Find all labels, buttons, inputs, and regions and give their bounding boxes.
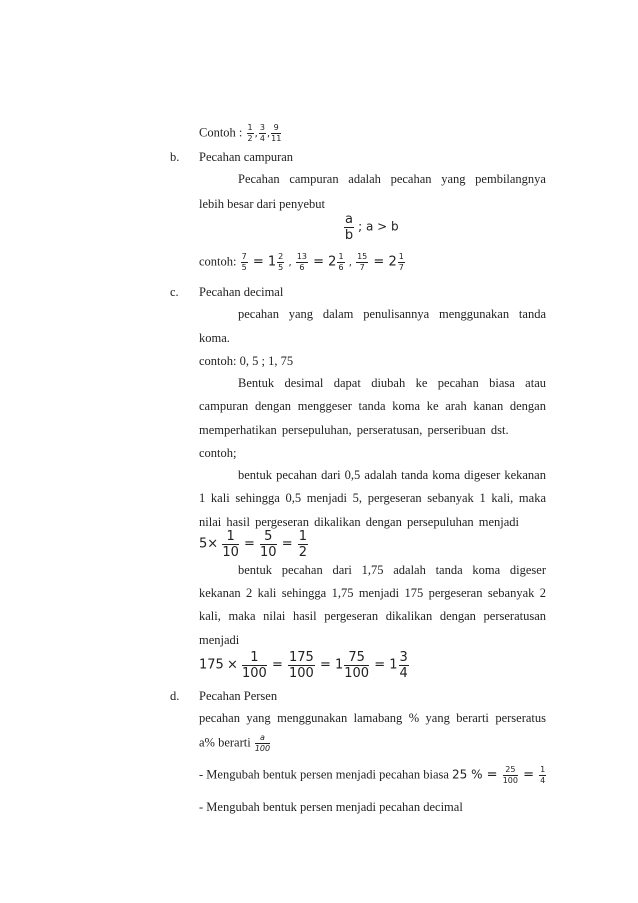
fraction: $\frac{13}{6}$ — [296, 252, 307, 272]
section-d-heading: Pecahan Persen — [199, 689, 278, 703]
paragraph-line: kali, maka nilai hasil pergeseran dikalikan dengan perseratusan — [199, 609, 546, 623]
fraction: $\frac{75}{100}$ — [344, 650, 370, 681]
fraction: $\frac{1}{7}$ — [398, 252, 404, 272]
paragraph-line: Bentuk desimal dapat diubah ke pecahan biasa atau — [238, 376, 546, 390]
paragraph-line: kekanan 2 kali sehingga 1,75 menjadi 175 pergeseran sebanyak 2 — [199, 586, 546, 600]
fraction: $\frac{1}{4}$ — [540, 765, 546, 785]
section-b-heading: Pecahan campuran — [199, 150, 294, 164]
section-c-heading: Pecahan decimal — [199, 285, 284, 299]
step-line: - Mengubah bentuk persen menjadi pecahan biasa 25 % = $\frac{25}{100}$ = $\frac{1}{4}$ — [199, 765, 546, 785]
paragraph-line: Pecahan campuran adalah pecahan yang pembilangnya — [238, 172, 546, 186]
section-b-letter: b. — [170, 150, 180, 164]
fraction: $\frac{3}{4}$ — [399, 650, 408, 681]
fraction: $\frac{a}{b}$ — [344, 212, 354, 243]
section-d-letter: d. — [170, 689, 180, 703]
example-line: contoh: 0, 5 ; 1, 75 — [199, 354, 294, 368]
fraction: $\frac{7}{5}$ — [241, 252, 247, 272]
paragraph-line: a% berarti $\frac{a}{100}$ — [199, 733, 271, 753]
fraction: $\frac{25}{100}$ — [502, 765, 518, 785]
fraction: $\frac{1}{2}$ — [247, 123, 253, 143]
contoh-line: Contoh : $\frac{1}{2}$ , $\frac{3}{4}$ , $\frac{9}{11}$ — [199, 123, 282, 143]
paragraph-line: koma. — [199, 331, 230, 345]
paragraph-line: menjadi — [199, 633, 240, 647]
paragraph-line: 1 kali sehingga 0,5 menjadi 5, pergeseran sebanyak 1 kali, maka — [199, 491, 546, 505]
example-line: contoh: $\frac{7}{5}$ = 1 $\frac{2}{5}$ , $\frac{13}{6}$ = 2 $\frac{1}{6}$ , $\frac{15}{7}$ = 2 $\frac{1}{7}$ — [199, 252, 404, 272]
paragraph-line: campuran dengan menggeser tanda koma ke arah kanan dengan — [199, 399, 546, 413]
contoh-label: Contoh : — [199, 125, 243, 140]
section-c-letter: c. — [170, 285, 179, 299]
paragraph-line: nilai hasil pergeseran dikalikan dengan persepuluhan menjadi — [199, 515, 520, 529]
fraction: $\frac{1}{100}$ — [241, 650, 267, 681]
paragraph-line: bentuk pecahan dari 1,75 adalah tanda koma digeser — [238, 563, 546, 577]
fraction: $\frac{3}{4}$ — [259, 123, 265, 143]
paragraph-line: lebih besar dari penyebut — [199, 197, 325, 211]
fraction: $\frac{a}{100}$ — [254, 733, 271, 753]
paragraph-line: pecahan yang menggunakan lamabang % yang berarti perseratus — [199, 711, 546, 725]
paragraph-line: contoh; — [199, 446, 237, 460]
paragraph-line: pecahan yang dalam penulisannya menggunakan tanda — [238, 307, 546, 321]
fraction: $\frac{175}{100}$ — [288, 650, 314, 681]
condition-formula: $\frac{a}{b}$ ; a > b — [344, 212, 399, 243]
fraction: $\frac{1}{6}$ — [338, 252, 344, 272]
fraction: $\frac{1}{2}$ — [298, 529, 308, 560]
fraction: $\frac{5}{10}$ — [260, 529, 277, 560]
step-line: - Mengubah bentuk persen menjadi pecahan decimal — [199, 800, 463, 814]
equation-decimal-175: 175 × $\frac{1}{100}$ = $\frac{175}{100}$ = 1 $\frac{75}{100}$ = 1 $\frac{3}{4}$ — [199, 650, 408, 681]
fraction: $\frac{1}{10}$ — [222, 529, 239, 560]
equation-decimal-05: 5× $\frac{1}{10}$ = $\frac{5}{10}$ = $\frac{1}{2}$ — [199, 529, 308, 560]
fraction: $\frac{15}{7}$ — [357, 252, 368, 272]
paragraph-line: bentuk pecahan dari 0,5 adalah tanda koma digeser kekanan — [238, 468, 546, 482]
fraction: $\frac{2}{5}$ — [278, 252, 284, 272]
paragraph-line: memperhatikan persepuluhan, perseratusan, perseribuan dst. — [199, 423, 509, 437]
fraction: $\frac{9}{11}$ — [271, 123, 282, 143]
